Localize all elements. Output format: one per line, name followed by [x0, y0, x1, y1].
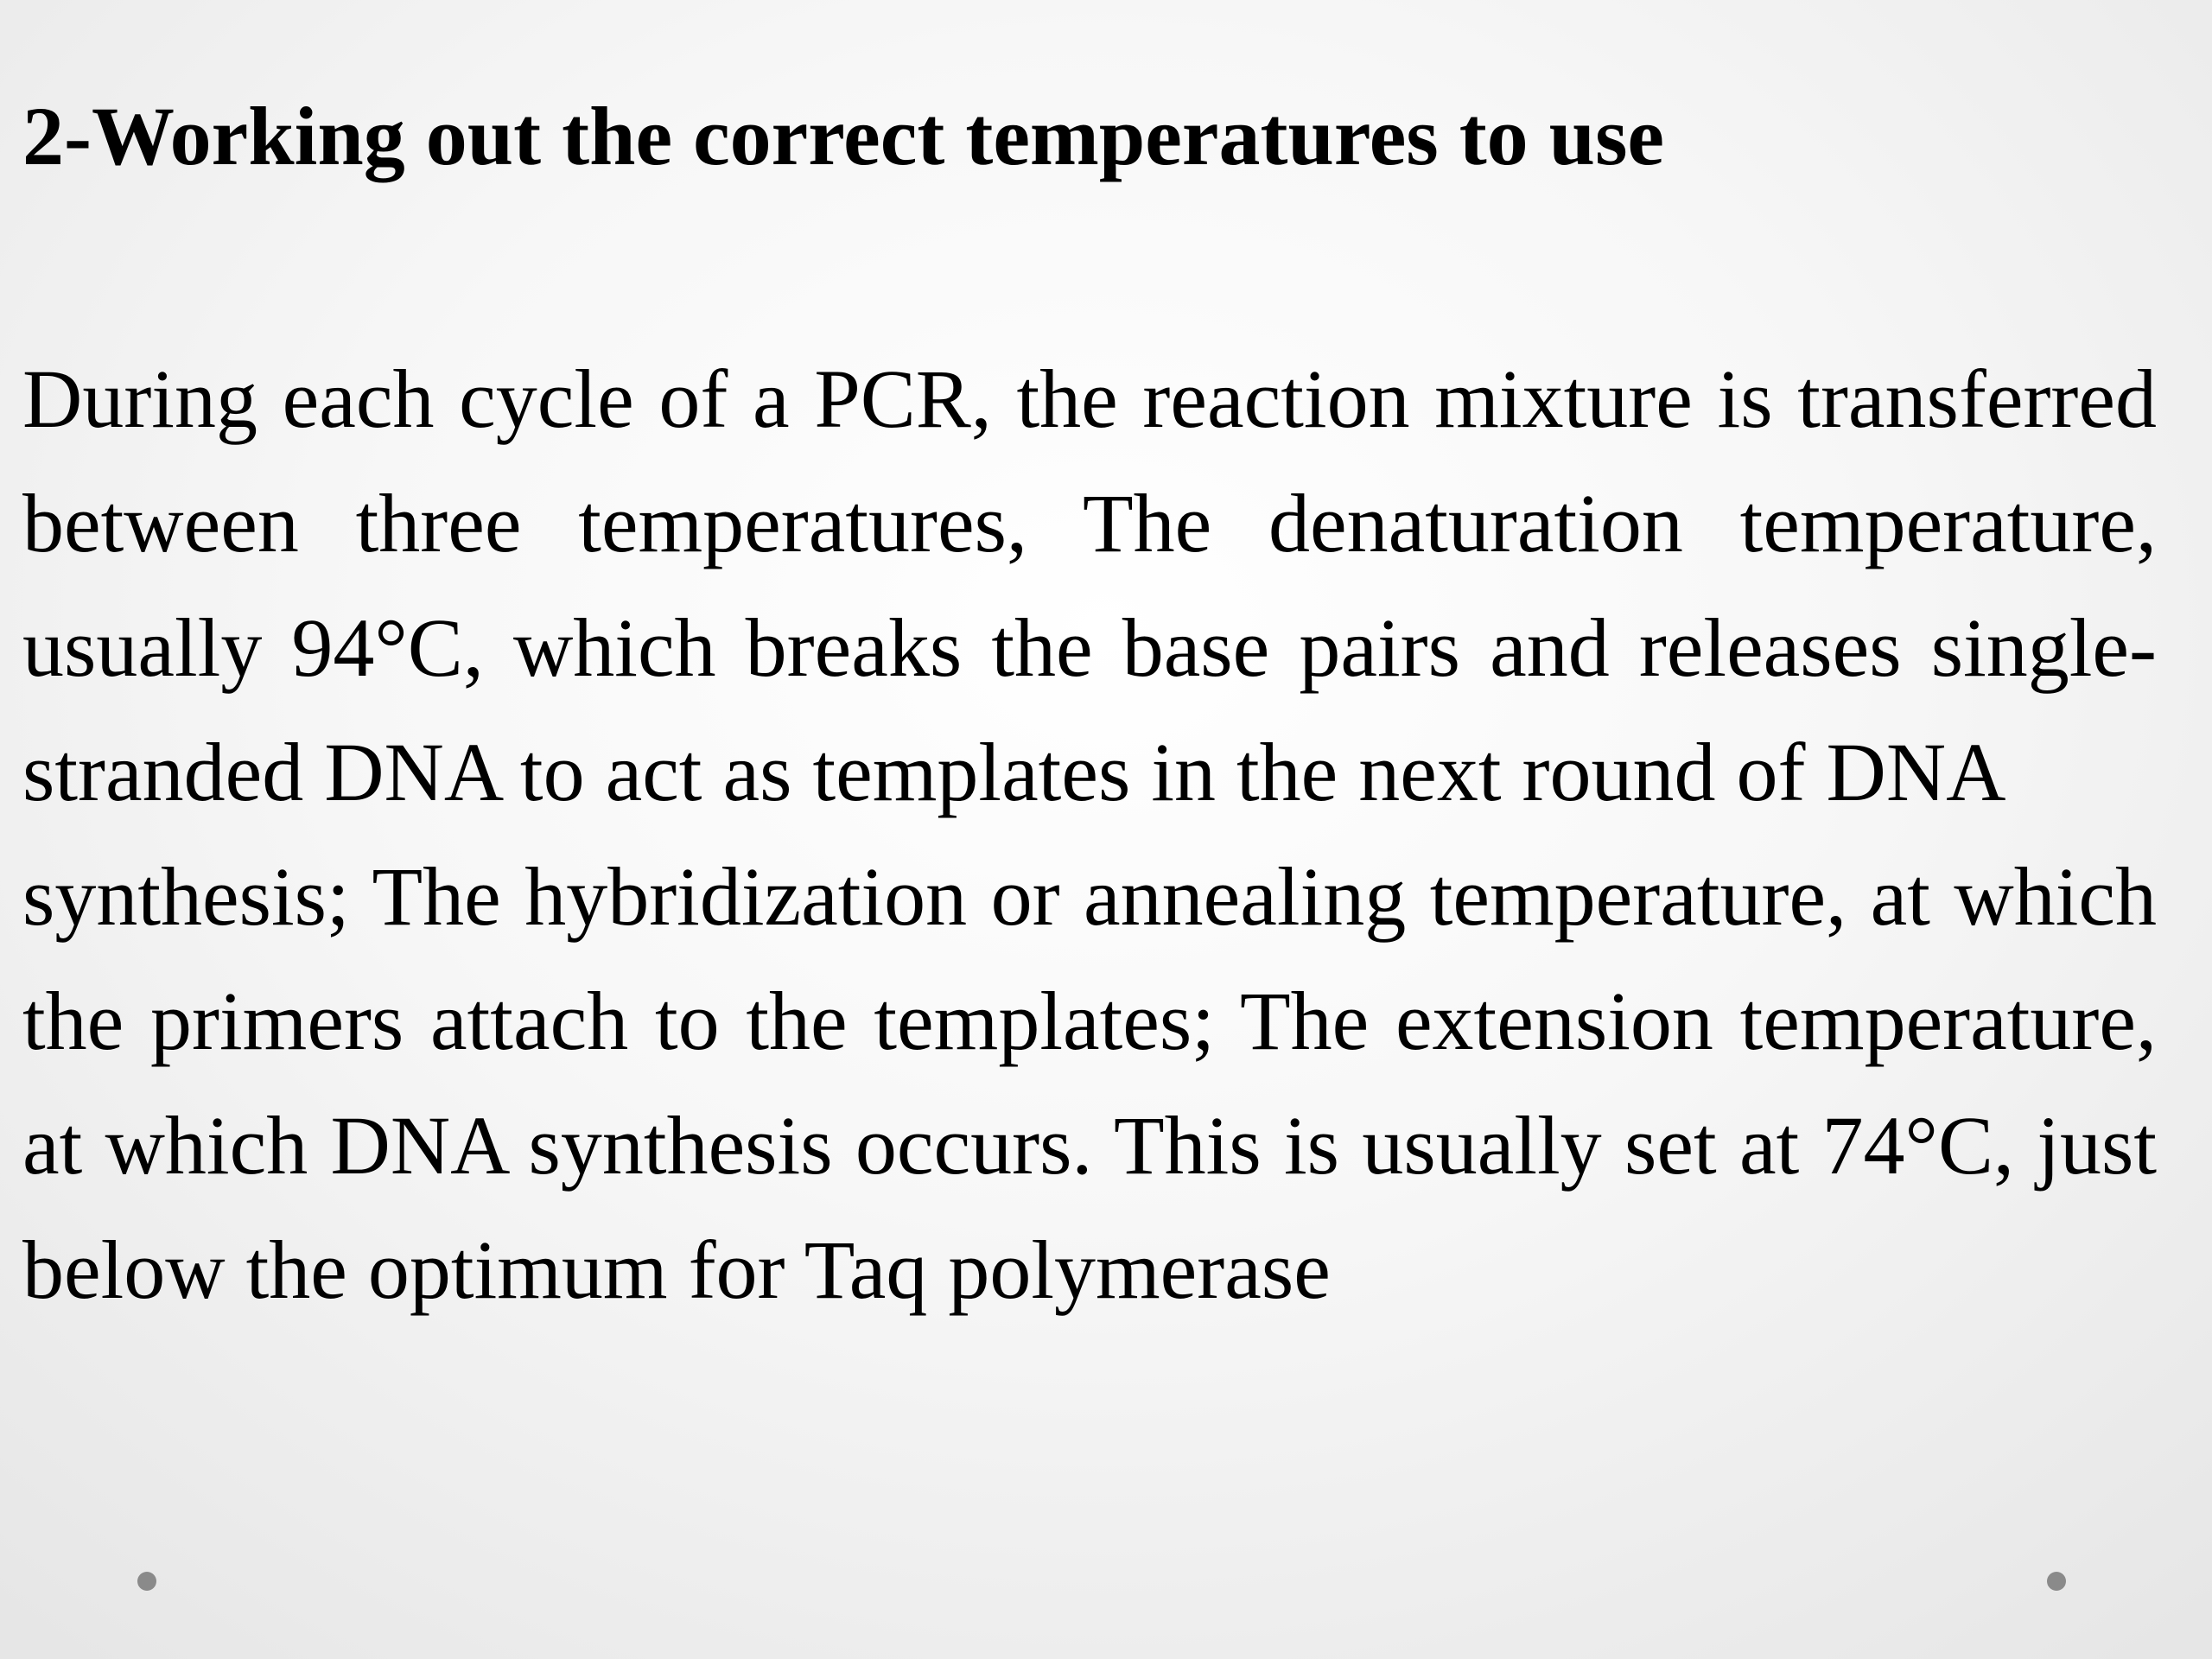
slide-body [22, 337, 2157, 1332]
footer-dot-left-icon [137, 1572, 156, 1591]
paragraph-1: During each cycle of a PCR, the reaction mixture is transferred between three temperatures, The denaturation temperature, usually 94°C, which breaks the base pairs and releases single-stranded DNA to act as templates in the next round of DNA [22, 353, 2157, 818]
slide-title: 2-Working out the correct temperatures to use [22, 90, 1665, 182]
footer-dot-right-icon [2047, 1572, 2066, 1591]
paragraph-2: synthesis; The hybridization or annealing temperature, at which the primers attach to the templates; The extension temperature, at which DNA synthesis occurs. This is usually set at 74°C, just below the optimum for Taq polymerase [22, 850, 2157, 1316]
